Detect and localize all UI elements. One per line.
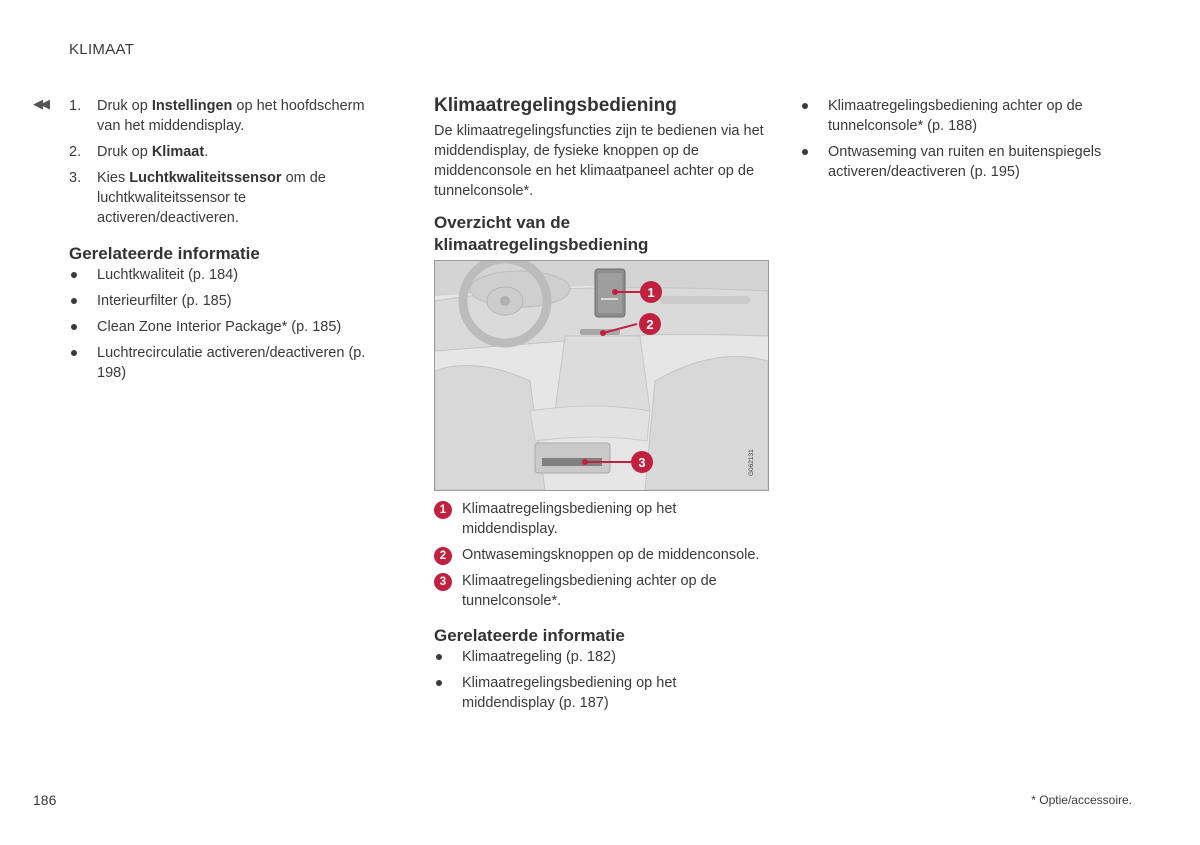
related-link[interactable]: Interieurfilter (p. 185): [69, 291, 389, 311]
bullet-icon: [71, 350, 77, 356]
related-list: [69, 265, 389, 383]
callout-badge: 2: [434, 547, 452, 565]
marker-2: [639, 313, 661, 335]
related-heading: Gerelateerde informatie: [434, 626, 625, 645]
callout-list: [434, 499, 769, 611]
bullet-icon: [71, 272, 77, 278]
step-text: .: [204, 144, 209, 160]
step-text: Druk op: [97, 98, 152, 114]
step-keyword: Klimaat: [151, 144, 205, 160]
bullet-icon: [802, 149, 808, 155]
list-item: 3 Klimaatregelingsbediening achter op de tunnelconsole*.: [434, 571, 769, 611]
related-link[interactable]: Klimaatregelingsbediening achter op de tunnelconsole* (p. 188): [800, 96, 1135, 136]
marker-1: [640, 281, 662, 303]
step-keyword: Instellingen: [151, 98, 233, 114]
step-number: 2.: [69, 144, 82, 160]
bullet-icon: [436, 680, 442, 686]
step-text: om de luchtkwaliteitssensor te activeren/deactiveren.: [97, 170, 326, 226]
bullet-icon: [802, 103, 808, 109]
list-item: 2 Ontwasemingsknoppen op de middenconsole.: [434, 545, 769, 565]
marker-1-label: 1: [647, 285, 655, 300]
step-text: Druk op: [97, 144, 152, 160]
bullet-icon: [436, 654, 442, 660]
car-interior-illustration: [434, 260, 769, 491]
left-column: [69, 96, 389, 389]
overview-heading: Overzicht van de klimaatregelingsbediening: [434, 213, 649, 254]
footnote: * Optie/accessoire.: [1031, 793, 1132, 807]
callout-badge: 1: [434, 501, 452, 519]
section-title: Klimaatregelingsbediening: [434, 95, 677, 116]
section-header: KLIMAAT: [69, 41, 135, 58]
bullet-icon: [71, 298, 77, 304]
step-text: Kies: [97, 170, 130, 186]
related-list: [800, 96, 1135, 182]
marker-3-label: 3: [638, 455, 646, 470]
callout-badge: 3: [434, 573, 452, 591]
middle-column: [434, 94, 769, 719]
intro-text: De klimaatregelingsfuncties zijn te bedienen via het middendisplay, de fysieke knoppen op de middenconsole en het klimaatpaneel achter op de tunnelconsole*.: [434, 123, 764, 199]
related-link[interactable]: Luchtkwaliteit (p. 184): [69, 265, 389, 285]
figure-code: G062131: [748, 449, 755, 476]
marker-3: [631, 451, 653, 473]
step-text: op het hoofdscherm van het middendisplay.: [97, 98, 365, 134]
interior-drawing: [435, 261, 768, 490]
back-arrow-icon[interactable]: ◀◀: [33, 96, 47, 111]
step-number: 3.: [69, 170, 82, 186]
related-list: [434, 647, 769, 713]
list-item: 1 Klimaatregelingsbediening op het middendisplay.: [434, 499, 769, 539]
list-item: [69, 96, 389, 136]
list-item: [69, 168, 389, 228]
step-number: 1.: [69, 98, 82, 114]
step-keyword: Luchtkwaliteitssensor: [129, 170, 282, 186]
related-link[interactable]: Clean Zone Interior Package* (p. 185): [69, 317, 389, 337]
list-item: [69, 142, 389, 162]
page-number: 186: [33, 792, 57, 808]
right-column: [800, 96, 1135, 188]
steps-list: [69, 96, 389, 228]
related-heading: Gerelateerde informatie: [69, 244, 260, 263]
marker-2-label: 2: [646, 317, 654, 332]
related-link[interactable]: Klimaatregeling (p. 182): [434, 647, 769, 667]
bullet-icon: [71, 324, 77, 330]
related-link[interactable]: Luchtrecirculatie activeren/deactiveren (p. 198): [69, 343, 389, 383]
related-link[interactable]: Klimaatregelingsbediening op het middendisplay (p. 187): [434, 673, 769, 713]
related-link[interactable]: Ontwaseming van ruiten en buitenspiegels activeren/deactiveren (p. 195): [800, 142, 1135, 182]
